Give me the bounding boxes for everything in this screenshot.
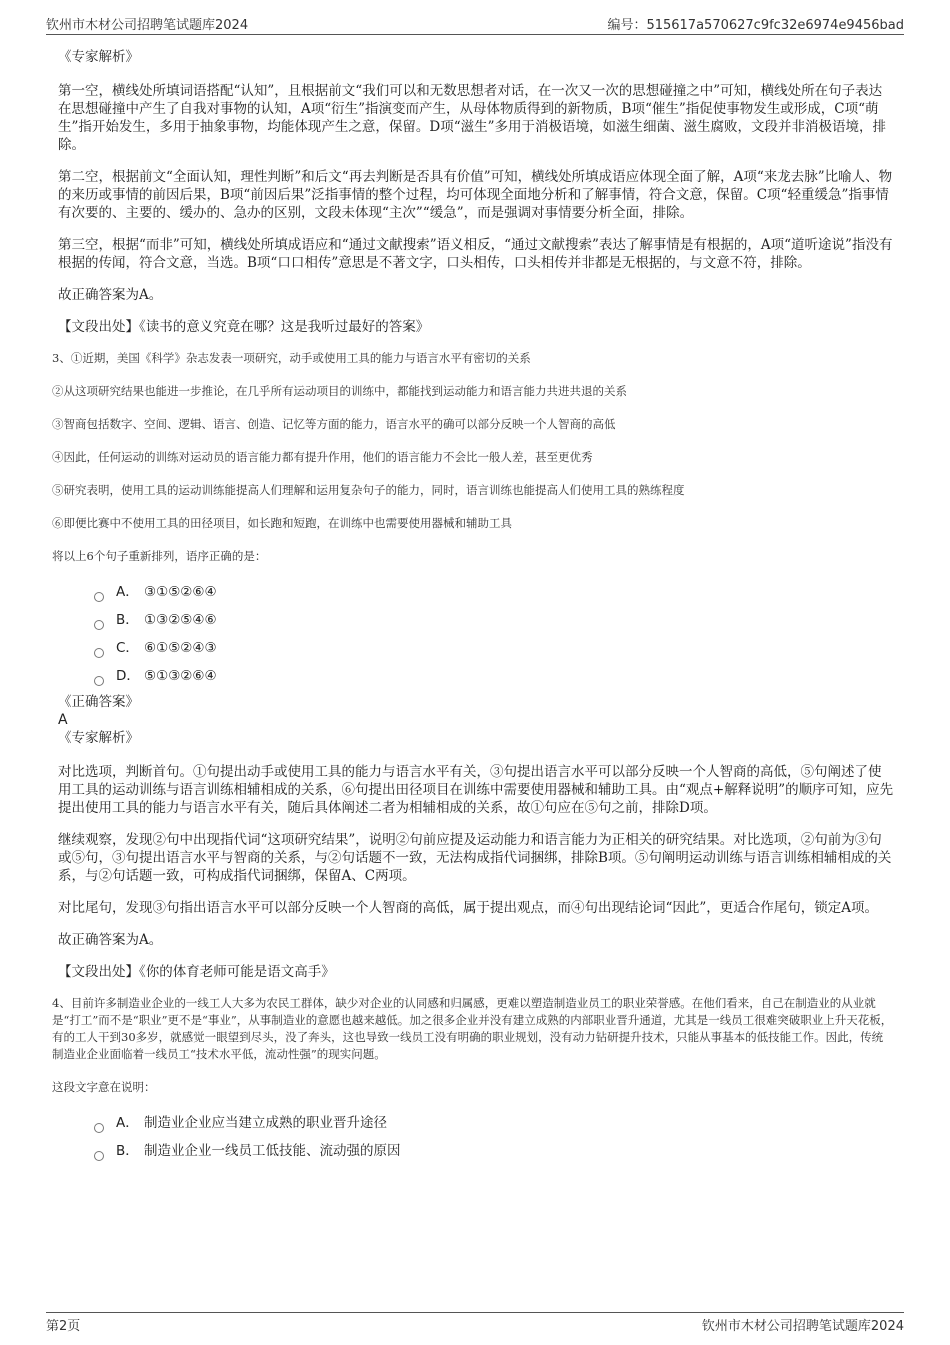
q3-sentence-1: 3、①近期，美国《科学》杂志发表一项研究，动手或使用工具的能力与语言水平有密切的关系	[52, 351, 531, 365]
q3-sentence-6: ⑥即便比赛中不使用工具的田径项目，如长跑和短跑，在训练中也需要使用器械和辅助工具	[52, 516, 512, 530]
page-content	[52, 46, 894, 1160]
q3-option-d[interactable]	[94, 667, 894, 685]
q2-analysis-label: 《专家解析》	[58, 49, 139, 65]
q3-answer: A	[58, 712, 68, 728]
q3-sentence-5: ⑤研究表明，使用工具的运动训练能提高人们理解和运用复杂句子的能力，同时，语言训练也能提高人们使用工具的熟练程度	[52, 483, 685, 497]
option-text: ⑤①③②⑥④	[144, 668, 217, 684]
q3-sentence-4: ④因此，任何运动的训练对运动员的语言能力都有提升作用，他们的语言能力不会比一般人差，甚至更优秀	[52, 450, 593, 464]
footer-page-number: 第2页	[46, 1319, 81, 1334]
q2-conclusion: 故正确答案为A。	[58, 287, 163, 303]
header-title: 钦州市木材公司招聘笔试题库2024	[46, 18, 249, 33]
option-text: ③①⑤②⑥④	[144, 584, 217, 600]
q2-analysis-para-1: 第一空，横线处所填词语搭配“认知”，且根据前文“我们可以和无数思想者对话，在一次又一次的思想碰撞之中”可知，横线处所在句子表达在思想碰撞中产生了自我对事物的认知，A项“衍生”指演变而产生，从母体物质得到的新物质，B项“催生”指促使事物发生或形成，C项“萌生”指开始发生，多用于抽象事物，均能体现产生之意，保留。D项“滋生”多用于消极语境，如滋生细菌、滋生腐败，文段并非消极语境，排除。	[58, 83, 887, 153]
q4-option-b[interactable]	[94, 1142, 894, 1160]
header-doc-id: 编号：515617a570627c9fc32e6974e9456bad	[607, 18, 904, 33]
q3-sentence-3: ③智商包括数字、空间、逻辑、语言、创造、记忆等方面的能力，语言水平的确可以部分反映一个人智商的高低	[52, 417, 616, 431]
option-text: 制造业企业一线员工低技能、流动强的原因	[144, 1143, 401, 1159]
radio-icon[interactable]	[94, 676, 104, 686]
q2-analysis-para-2: 第二空，根据前文“全面认知，理性判断”和后文“再去判断是否具有价值”可知，横线处所填成语应体现全面了解，A项“来龙去脉”比喻人、物的来历或事情的前因后果，B项“前因后果”泛指事情的整个过程，均可体现全面地分析和了解事情，符合文意，保留。C项“轻重缓急”指事情有次要的、主要的、缓办的、急办的区别，文段未体现“主次”“缓急”，而是强调对事情要分析全面，排除。	[58, 169, 893, 221]
q3-prompt: 将以上6个句子重新排列，语序正确的是：	[52, 549, 267, 563]
q4-prompt: 这段文字意在说明：	[52, 1080, 156, 1094]
option-text: 制造业企业应当建立成熟的职业晋升途径	[144, 1115, 387, 1131]
option-text: ①③②⑤④⑥	[144, 612, 217, 628]
option-letter: B．	[116, 1143, 139, 1159]
footer-title: 钦州市木材公司招聘笔试题库2024	[701, 1319, 904, 1334]
q4-stem: 4、目前许多制造业企业的一线工人大多为农民工群体，缺少对企业的认同感和归属感，更难以塑造制造业员工的职业荣誉感。在他们看来，自己在制造业的从业就是“打工”而不是“职业”更不是“事业”，从事制造业的意愿也越来越低。加之很多企业并没有建立成熟的内部职业晋升通道，尤其是一线员工很难突破职业上升天花板，有的工人干到30多岁，就感觉一眼望到尽头，没了奔头，这也导致一线员工没有明确的职业规划，没有动力钻研提升技术，只能从事基本的低技能工作。因此，传统制造业企业面临着一线员工“技术水平低，流动性强”的现实问题。	[52, 996, 893, 1061]
option-letter: B．	[116, 612, 139, 628]
option-text: ⑥①⑤②④③	[144, 640, 217, 656]
option-letter: D．	[116, 668, 140, 684]
option-letter: C．	[116, 640, 139, 656]
q3-options	[58, 583, 894, 685]
option-letter: A．	[116, 584, 139, 600]
q3-analysis-label: 《专家解析》	[58, 730, 139, 746]
radio-icon[interactable]	[94, 648, 104, 658]
q4-options	[58, 1114, 894, 1160]
q3-analysis-para-1: 对比选项，判断首句。①句提出动手或使用工具的能力与语言水平有关，③句提出语言水平可以部分反映一个人智商的高低，⑤句阐述了使用工具的运动训练与语言训练相辅相成的关系，⑥句提出田径项目在训练中需要使用器械和辅助工具。由“观点+解释说明”的顺序可知，应先提出使用工具的能力与语言水平有关，随后具体阐述二者为相辅相成的关系，故①句应在⑤句之前，排除D项。	[58, 764, 894, 816]
q2-source: 【文段出处】《读书的意义究竟在哪？这是我听过最好的答案》	[58, 319, 430, 335]
q3-option-c[interactable]	[94, 639, 894, 657]
radio-icon[interactable]	[94, 592, 104, 602]
q3-source: 【文段出处】《你的体育老师可能是语文高手》	[58, 964, 335, 980]
q4-option-a[interactable]	[94, 1114, 894, 1132]
q3-conclusion: 故正确答案为A。	[58, 932, 163, 948]
radio-icon[interactable]	[94, 620, 104, 630]
radio-icon[interactable]	[94, 1151, 104, 1161]
q3-option-a[interactable]	[94, 583, 894, 601]
option-letter: A．	[116, 1115, 139, 1131]
q3-analysis-para-2: 继续观察，发现②句中出现指代词“这项研究结果”，说明②句前应提及运动能力和语言能力为正相关的研究结果。对比选项，②句前为③句或⑤句，③句提出语言水平与智商的关系，与②句话题不一致，无法构成指代词捆绑，排除B项。⑤句阐明运动训练与语言训练相辅相成的关系，与②句话题一致，可构成指代词捆绑，保留A、C两项。	[58, 832, 892, 884]
q3-sentence-2: ②从这项研究结果也能进一步推论，在几乎所有运动项目的训练中，都能找到运动能力和语言能力共进共退的关系	[52, 384, 627, 398]
q3-answer-label: 《正确答案》	[58, 694, 139, 710]
footer-divider	[46, 1312, 904, 1313]
q2-analysis-para-3: 第三空，根据“而非”可知，横线处所填成语应和“通过文献搜索”语义相反，“通过文献搜索”表达了解事情是有根据的，A项“道听途说”指没有根据的传闻，符合文意，当选。B项“口口相传”意思是不著文字，口头相传，口头相传并非都是无根据的，与文意不符，排除。	[58, 237, 893, 271]
q3-option-b[interactable]	[94, 611, 894, 629]
radio-icon[interactable]	[94, 1123, 104, 1133]
header-divider	[46, 34, 904, 35]
q3-analysis-para-3: 对比尾句，发现③句指出语言水平可以部分反映一个人智商的高低，属于提出观点，而④句出现结论词“因此”，更适合作尾句，锁定A项。	[58, 900, 879, 916]
